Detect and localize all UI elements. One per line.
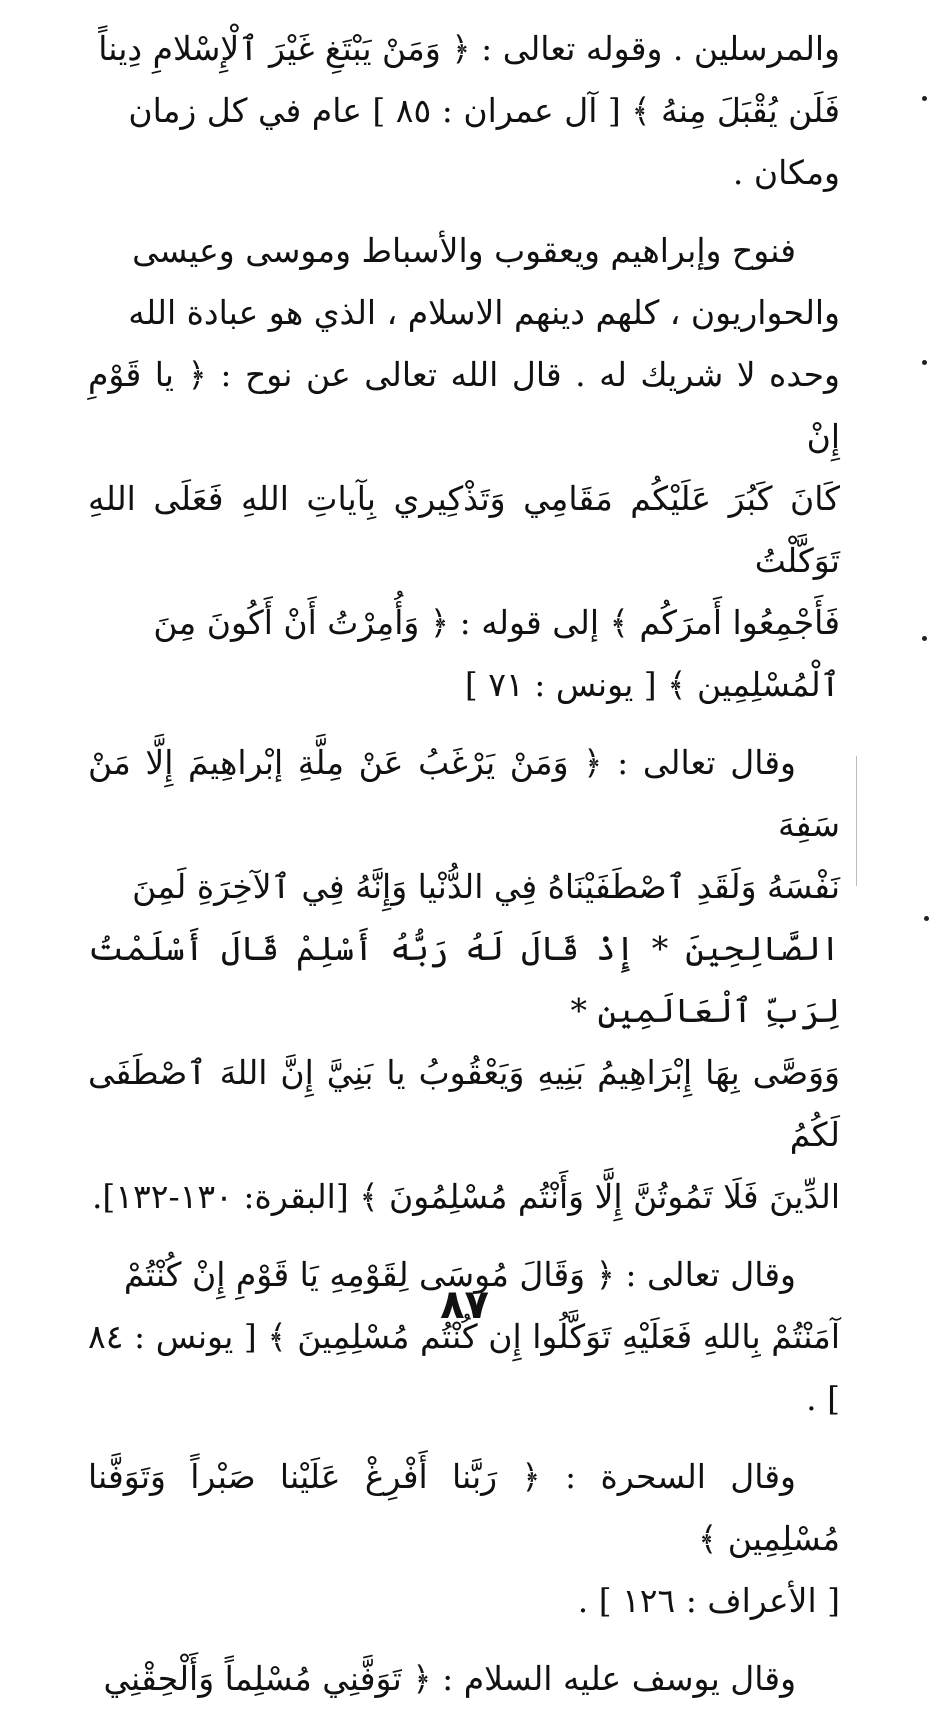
paragraph-1	[88, 18, 840, 204]
text-line: كَانَ كَبُرَ عَلَيْكُم مَقَامِي وَتَذْكِيري بِآياتِ اللهِ فَعَلَى اللهِ تَوَكَّلْتُ	[88, 479, 840, 580]
text-line: الدِّينَ فَلَا تَمُوتُنَّ إِلَّا وَأَنْتُم مُسْلِمُونَ ﴾ [البقرة: ١٣٠-١٣٢].	[91, 1177, 840, 1216]
text-line: الصَّالِحِينَ * إِذْ قَالَ لَهُ رَبُّهُ أَسْلِمْ قَالَ أَسْلَمْتُ لِرَبِّ ٱلْعَالَمِين *	[88, 929, 840, 1030]
margin-dot	[922, 360, 927, 365]
text-line: [ الأعراف : ١٢٦ ] .	[577, 1581, 840, 1620]
text-line: وَوَصَّى بِهَا إِبْرَاهِيمُ بَنِيهِ وَيَعْقُوبُ يا بَنِيَّ إِنَّ اللهَ ٱصْطَفَى لَكُمُ	[88, 1053, 840, 1154]
paragraph-6	[88, 1648, 840, 1710]
text-line	[88, 1446, 840, 1570]
text-line-content: وقال تعالى : ﴿ وَقَالَ مُوسَى لِقَوْمِهِ يَا قَوْمِ إِنْ كُنْتُمْ	[123, 1255, 796, 1294]
paragraph-2	[88, 220, 840, 716]
text-line	[88, 220, 840, 282]
text-line-content: وقال السحرة : ﴿ رَبَّنا أَفْرِغْ عَلَيْنا صَبْراً وَتَوَفَّنا مُسْلِمِين ﴾	[88, 1457, 840, 1558]
text-line	[88, 1648, 840, 1710]
text-line	[88, 732, 840, 856]
paragraph-5	[88, 1446, 840, 1632]
margin-rule	[856, 756, 857, 886]
text-line-content: وقال تعالى : ﴿ وَمَنْ يَرْغَبُ عَنْ مِلَّةِ إبْراهِيمَ إِلَّا مَنْ سَفِهَ	[88, 743, 840, 844]
text-line: والحواريون ، كلهم دينهم الاسلام ، الذي هو عبادة الله	[128, 293, 840, 332]
page-number: ٨٧	[440, 1282, 489, 1328]
text-line-content: فنوح وإبراهيم ويعقوب والأسباط وموسى وعيسى	[132, 231, 796, 270]
text-line: فَأَجْمِعُوا أَمرَكُم ﴾ إلى قوله : ﴿ وَأُمِرْتُ أَنْ أَكُونَ مِنَ	[153, 603, 840, 642]
text-line: فَلَن يُقْبَلَ مِنهُ ﴾ [ آل عمران : ٨٥ ] عام في كل زمان	[128, 91, 840, 130]
text-line-content: وقال يوسف عليه السلام : ﴿ تَوَفَّنِي مُسْلِماً وَأَلْحِقْنِي	[103, 1659, 796, 1698]
margin-dot	[924, 916, 929, 921]
text-line: آمَنْتُمْ بِاللهِ فَعَلَيْهِ تَوَكَّلُوا إِن كُنْتُم مُسْلِمِينَ ﴾ [ يونس : ٨٤ ] .	[88, 1317, 840, 1418]
text-line: نَفْسَهُ وَلَقَدِ ٱصْطَفَيْنَاهُ فِي الدُّنْيا وَإِنَّهُ فِي ٱلآخِرَةِ لَمِنَ	[132, 867, 840, 906]
text-line: والمرسلين . وقوله تعالى : ﴿ وَمَنْ يَبْتَغِ غَيْرَ ٱلْإِسْلامِ دِيناً	[98, 29, 840, 68]
text-column	[88, 18, 840, 1726]
paragraph-4	[88, 1244, 840, 1430]
margin-dot	[922, 96, 927, 101]
paragraph-3	[88, 732, 840, 1228]
text-line: ٱلْمُسْلِمِين ﴾ [ يونس : ٧١ ]	[464, 665, 840, 704]
text-line: وحده لا شريك له . قال الله تعالى عن نوح : ﴿ يا قَوْمِ إِنْ	[88, 355, 840, 456]
text-line: ومكان .	[732, 153, 840, 192]
margin-dot	[922, 636, 927, 641]
